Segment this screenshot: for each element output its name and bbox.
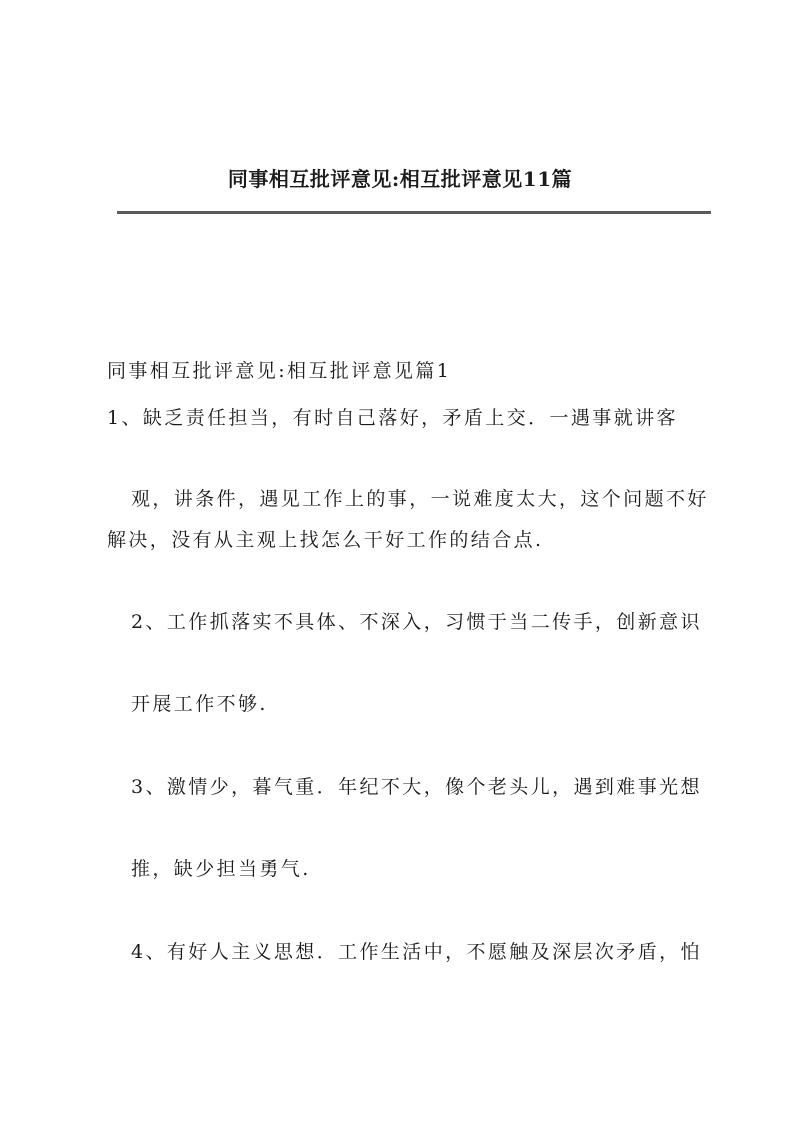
section-heading: 同事相互批评意见:相互批评意见篇1 bbox=[107, 360, 452, 382]
body-line: 1、缺乏责任担当，有时自己落好，矛盾上交．一遇事就讲客 bbox=[107, 407, 678, 429]
body-line: 解决，没有从主观上找怎么干好工作的结合点. bbox=[107, 529, 544, 551]
page-title: 同事相互批评意见:相互批评意见11篇 bbox=[227, 167, 573, 191]
body-line: 4、有好人主义思想．工作生活中，不愿触及深层次矛盾，怕 bbox=[131, 941, 702, 963]
body-line: 推，缺少担当勇气. bbox=[131, 858, 311, 880]
body-line: 3、激情少，暮气重．年纪不大，像个老头儿，遇到难事光想 bbox=[131, 776, 702, 798]
title-divider bbox=[117, 211, 711, 214]
body-line: 2、工作抓落实不具体、不深入，习惯于当二传手，创新意识 bbox=[131, 611, 702, 633]
body-line: 观，讲条件，遇见工作上的事，一说难度太大，这个问题不好 bbox=[131, 488, 709, 510]
body-line: 开展工作不够. bbox=[131, 693, 268, 715]
